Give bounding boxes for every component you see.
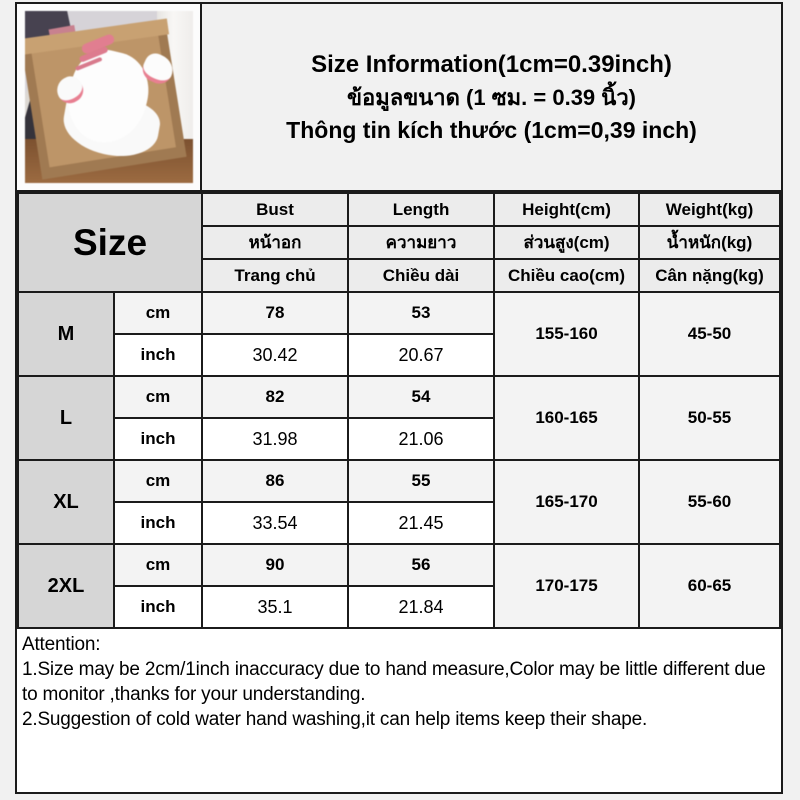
bust-inch-xl: 33.54: [202, 502, 348, 544]
height-range-xl: 165-170: [494, 460, 639, 544]
col-header-length-vi: Chiều dài: [348, 259, 494, 292]
length-inch-l: 21.06: [348, 418, 494, 460]
col-header-height-th: ส่วนสูง(cm): [494, 226, 639, 259]
height-range-2xl: 170-175: [494, 544, 639, 628]
bust-cm-2xl: 90: [202, 544, 348, 586]
size-chart-sheet: [15, 2, 783, 794]
length-cm-l: 54: [348, 376, 494, 418]
col-header-weight-vi: Cân nặng(kg): [639, 259, 780, 292]
title-vietnamese: Thông tin kích thước (1cm=0,39 inch): [286, 116, 697, 143]
length-cm-2xl: 56: [348, 544, 494, 586]
attention-note-2: 2.Suggestion of cold water hand washing,it can help items keep their shape.: [22, 709, 648, 730]
length-inch-m: 20.67: [348, 334, 494, 376]
size-label-m: M: [18, 292, 114, 376]
unit-label-inch: inch: [114, 334, 202, 376]
size-label-xl: XL: [18, 460, 114, 544]
col-header-length-en: Length: [348, 193, 494, 226]
unit-label-inch: inch: [114, 502, 202, 544]
attention-note-1: 1.Size may be 2cm/1inch inaccuracy due to hand measure,Color may be little different due to monitor ,thanks for your understanding.: [22, 659, 766, 705]
unit-label-cm: cm: [114, 292, 202, 334]
bust-cm-l: 82: [202, 376, 348, 418]
weight-range-m: 45-50: [639, 292, 780, 376]
bust-inch-l: 31.98: [202, 418, 348, 460]
product-photo: [25, 11, 193, 183]
length-inch-xl: 21.45: [348, 502, 494, 544]
unit-label-inch: inch: [114, 418, 202, 460]
col-header-bust-vi: Trang chủ: [202, 259, 348, 292]
attention-heading: Attention:: [22, 634, 101, 655]
col-header-weight-en: Weight(kg): [639, 193, 780, 226]
length-cm-m: 53: [348, 292, 494, 334]
col-header-height-en: Height(cm): [494, 193, 639, 226]
weight-range-2xl: 60-65: [639, 544, 780, 628]
height-range-l: 160-165: [494, 376, 639, 460]
unit-label-inch: inch: [114, 586, 202, 628]
unit-label-cm: cm: [114, 376, 202, 418]
size-label-2xl: 2XL: [18, 544, 114, 628]
col-header-length-th: ความยาว: [348, 226, 494, 259]
bust-cm-xl: 86: [202, 460, 348, 502]
size-corner-header: Size: [18, 193, 202, 292]
col-header-weight-th: น้ำหนัก(kg): [639, 226, 780, 259]
attention-section: [17, 629, 781, 792]
unit-label-cm: cm: [114, 460, 202, 502]
height-range-m: 155-160: [494, 292, 639, 376]
col-header-bust-en: Bust: [202, 193, 348, 226]
top-section: [17, 4, 781, 192]
size-label-l: L: [18, 376, 114, 460]
weight-range-l: 50-55: [639, 376, 780, 460]
length-cm-xl: 55: [348, 460, 494, 502]
length-inch-2xl: 21.84: [348, 586, 494, 628]
col-header-bust-th: หน้าอก: [202, 226, 348, 259]
size-table: [17, 192, 781, 629]
bust-inch-2xl: 35.1: [202, 586, 348, 628]
unit-label-cm: cm: [114, 544, 202, 586]
col-header-height-vi: Chiều cao(cm): [494, 259, 639, 292]
title-block: [202, 4, 781, 190]
title-english: Size Information(1cm=0.39inch): [311, 50, 672, 78]
bust-inch-m: 30.42: [202, 334, 348, 376]
bust-cm-m: 78: [202, 292, 348, 334]
title-thai: ข้อมูลขนาด (1 ซม. = 0.39 นิ้ว): [346, 84, 636, 110]
product-photo-cell: [17, 4, 202, 190]
weight-range-xl: 55-60: [639, 460, 780, 544]
